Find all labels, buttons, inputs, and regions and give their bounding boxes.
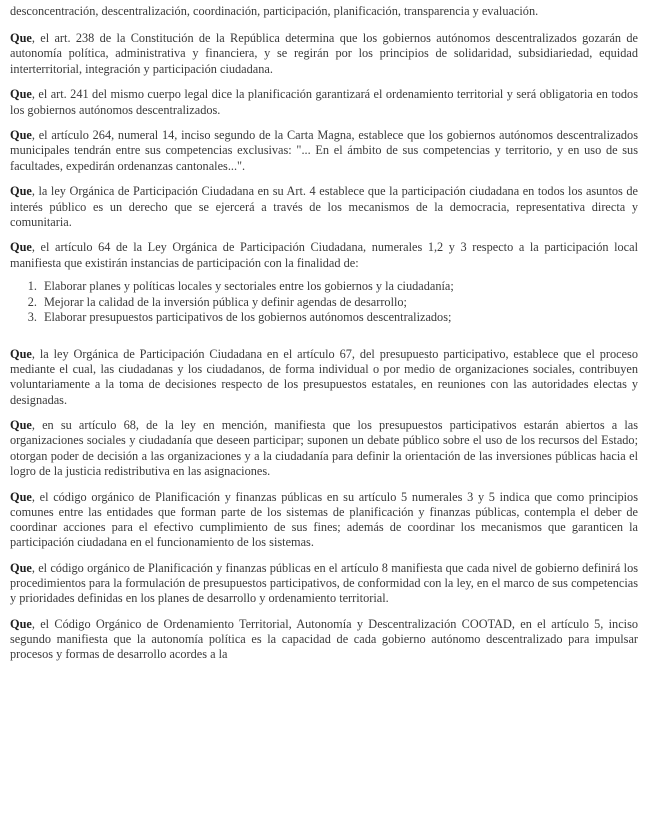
considerando-art-5-cootad <box>10 617 638 663</box>
list-item: 2. Mejorar la calidad de la inversión pública y definir agendas de desarrollo; <box>40 295 638 310</box>
paragraph-text: , la ley Orgánica de Participación Ciudadana en su Art. 4 establece que la participación ciudadana en todos los asuntos de interés público es un derecho que se ejercerá a través de los mecanismos de la democracia, representativa directa y comunitaria. <box>10 184 638 229</box>
paragraph-text: , el artículo 64 de la Ley Orgánica de Participación Ciudadana, numerales 1,2 y 3 respecto a la participación local manifiesta que existirán instancias de participación con la finalidad de: <box>10 240 638 270</box>
considerando-art-68-lopc <box>10 418 638 479</box>
list-item: 3. Elaborar presupuestos participativos de los gobiernos autónomos descentralizados; <box>40 310 638 325</box>
que-keyword: Que <box>10 346 32 361</box>
paragraph-text: , el código orgánico de Planificación y finanzas públicas en su artículo 5 numerales 3 y 5 indica que como principios comunes entre las entidades que forman parte de los sistemas de planificación y finanzas públicas, contempla el deber de coordinar acciones para el efectivo cumplimiento de sus fines; además de coordinar los mecanismos que garanticen la participación ciudadana en el funcionamiento de los sistemas. <box>10 489 638 550</box>
considerando-art-64-lopc <box>10 240 638 270</box>
paragraph-text: , la ley Orgánica de Participación Ciudadana en el artículo 67, del presupuesto participativo, establece que el proceso mediante el cual, las ciudadanas y los ciudadanos, de forma individual o por medio de organizaciones sociales, contribuyen voluntariamente a la toma de decisiones respecto de los presupuestos estatales, en reuniones con las autoridades electas y designadas. <box>10 346 638 407</box>
que-keyword: Que <box>10 31 32 46</box>
considerando-art-4-lopc <box>10 184 638 230</box>
paragraph-text: , el Código Orgánico de Ordenamiento Territorial, Autonomía y Descentralización COOTAD, en el artículo 5, inciso segundo manifiesta que la autonomía política es la capacidad de cada gobierno autónomo descentralizado para impulsar procesos y formas de desarrollo acordes a la <box>10 617 638 662</box>
considerando-art-264 <box>10 128 638 174</box>
paragraph-text: , en su artículo 68, de la ley en mención, manifiesta que los presupuestos participativos estarán abiertos a las organizaciones sociales y ciudadanía que deseen participar; suponen un debate público sobre el uso de los recursos del Estado; otorgan poder de decisión a las organizaciones y a la ciudadanía para definir la orientación de las inversiones públicas hacia el logro de la justicia redistributiva en las asignaciones. <box>10 418 638 478</box>
que-keyword: Que <box>10 489 32 504</box>
que-keyword: Que <box>10 240 32 255</box>
paragraph-text: , el artículo 264, numeral 14, inciso segundo de la Carta Magna, establece que los gobiernos autónomos descentralizados municipales tendrán entre sus competencias exclusivas: "... En el ámbito de sus competencias y territorio, y en uso de sus facultades, expedirán ordenanzas cantonales...". <box>10 128 638 173</box>
finalidades-list <box>10 279 638 325</box>
considerando-art-241 <box>10 87 638 117</box>
que-keyword: Que <box>10 560 32 575</box>
que-keyword: Que <box>10 617 32 631</box>
list-item: 1. Elaborar planes y políticas locales y sectoriales entre los gobiernos y la ciudadanía; <box>40 279 638 294</box>
paragraph-text: , el código orgánico de Planificación y finanzas públicas en el artículo 8 manifiesta que cada nivel de gobierno definirá los procedimientos para la formulación de presupuestos participativos, de conformidad con la ley, en el marco de sus competencias y prioridades definidas en los planes de desarrollo y ordenamiento territorial. <box>10 560 638 606</box>
considerando-art-5-copfp <box>10 490 638 551</box>
considerando-art-67-lopc <box>10 347 638 408</box>
que-keyword: Que <box>10 128 32 143</box>
paragraph-text: , el art. 238 de la Constitución de la República determina que los gobiernos autónomos descentralizados gozarán de autonomía política, administrativa y financiera, y se regirán por los principios de solidaridad, subsidiariedad, equidad interterritorial, integración y participación ciudadana. <box>10 31 638 76</box>
intro-paragraph: desconcentración, descentralización, coordinación, participación, planificación, transparencia y evaluación. <box>10 4 539 18</box>
que-keyword: Que <box>10 418 32 433</box>
que-keyword: Que <box>10 87 32 102</box>
paragraph-text: , el art. 241 del mismo cuerpo legal dice la planificación garantizará el ordenamiento territorial y será obligatoria en todos los gobiernos autónomos descentralizados. <box>10 87 638 117</box>
que-keyword: Que <box>10 184 32 199</box>
considerando-art-238 <box>10 31 638 77</box>
considerando-art-8-copfp <box>10 561 638 607</box>
